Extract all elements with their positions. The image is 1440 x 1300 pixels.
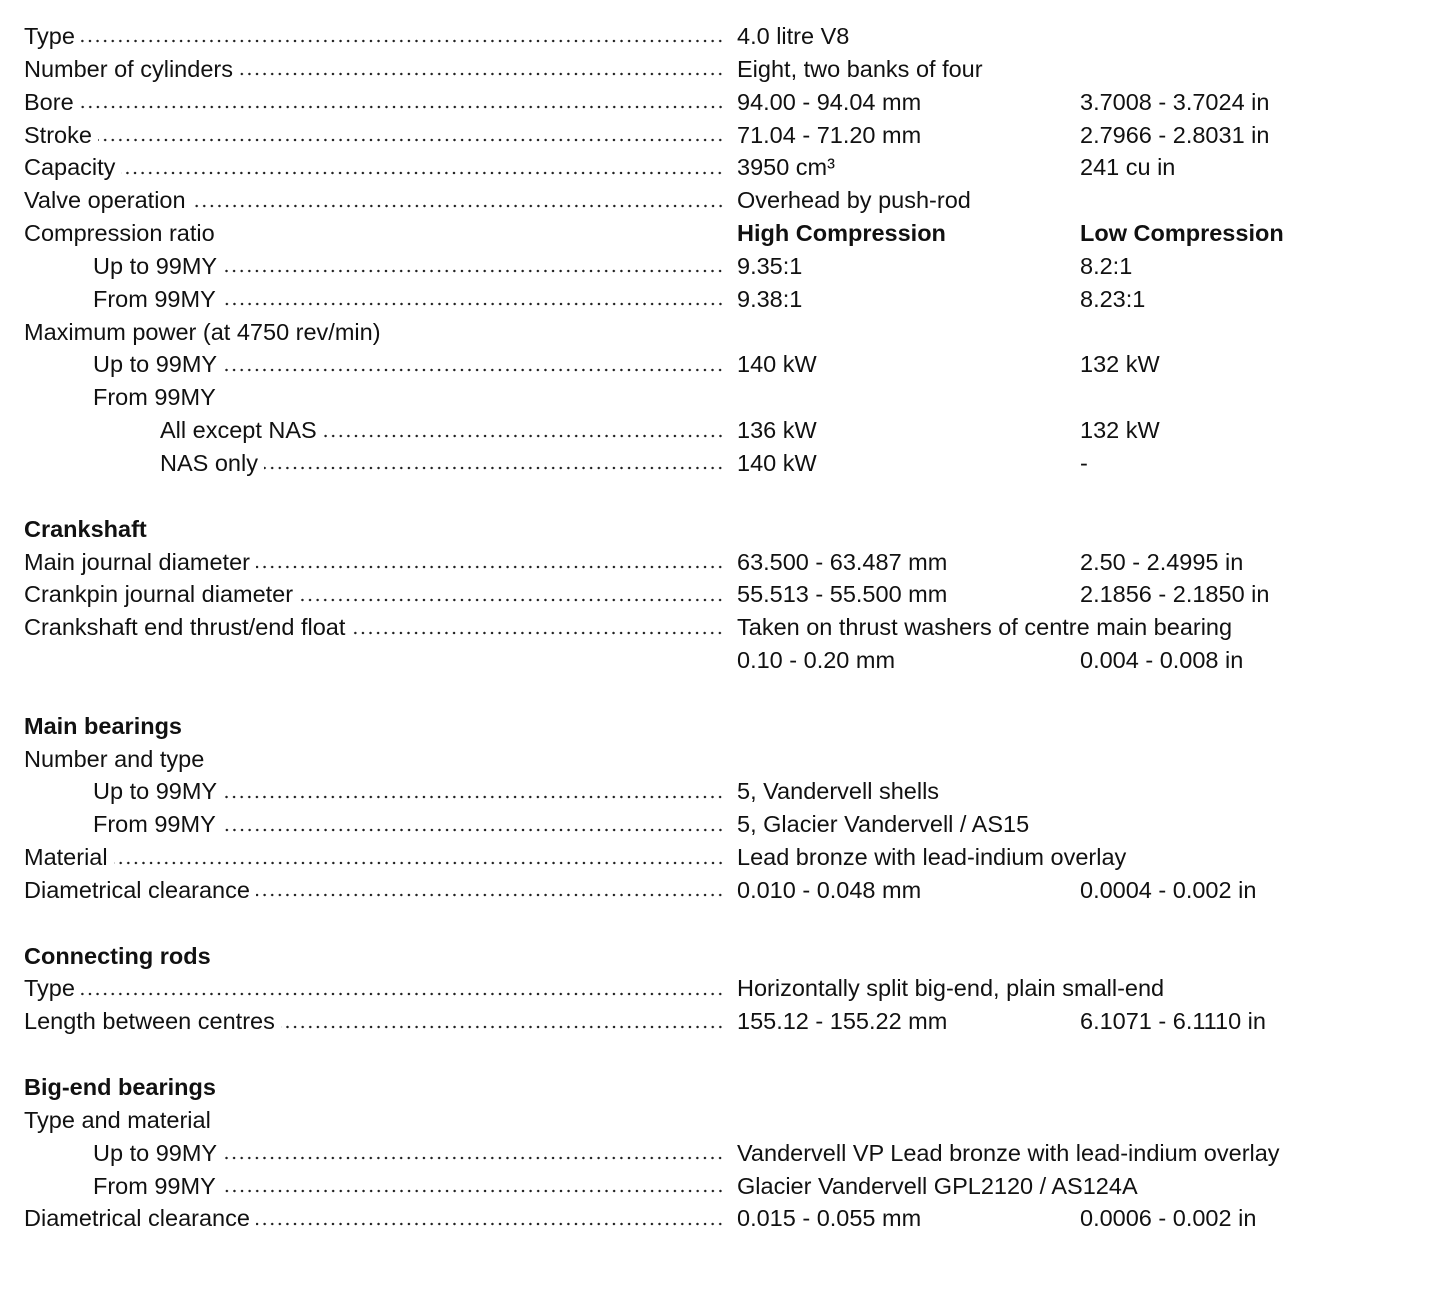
dot-leader: [299, 598, 724, 602]
metric-value: Taken on thrust washers of centre main bearing: [737, 614, 1233, 641]
spec-row: [0, 1005, 1440, 1038]
spec-label-cell: [93, 250, 724, 283]
spec-label-cell: [24, 119, 724, 152]
section-heading-row: [0, 1071, 1440, 1104]
spec-label-cell: [24, 20, 724, 53]
spec-label-cell: [24, 316, 724, 349]
dot-leader: [264, 466, 724, 470]
spec-row: [0, 1104, 1440, 1137]
metric-value: 4.0 litre V8: [737, 23, 850, 49]
spec-label-cell: [24, 1104, 724, 1137]
dot-leader: [256, 893, 724, 897]
dot-leader: [192, 204, 724, 208]
spec-row: [0, 151, 1440, 184]
metric-value: Lead bronze with lead-indium overlay: [737, 844, 1127, 871]
spec-label: Material: [24, 844, 108, 871]
dot-leader: [223, 1156, 724, 1160]
spec-label-cell: [24, 513, 724, 546]
spec-row: [0, 743, 1440, 776]
spec-label: Main journal diameter: [24, 548, 250, 575]
spec-label-cell: [24, 874, 724, 907]
dot-leader: [98, 138, 724, 142]
metric-value: 136 kW: [737, 417, 817, 444]
metric-value: 9.38:1: [737, 285, 803, 312]
spec-label-cell: [24, 940, 724, 973]
imperial-value: 2.1856 - 2.1850 in: [1080, 581, 1270, 608]
metric-value: 0.10 - 0.20 mm: [737, 647, 896, 674]
imperial-value: 132 kW: [1080, 417, 1160, 444]
metric-value: Vandervell VP Lead bronze with lead-indium overlay: [737, 1139, 1280, 1166]
spec-row: [0, 414, 1440, 447]
spec-label: From 99MY: [93, 384, 216, 411]
spec-row: [0, 447, 1440, 480]
spec-row: [0, 217, 1440, 250]
spec-row: [0, 1137, 1440, 1170]
imperial-value: 8.23:1: [1080, 285, 1146, 312]
engine-specification-table: [0, 20, 1440, 1235]
imperial-value: 0.0006 - 0.002 in: [1080, 1205, 1257, 1232]
section-heading: Crankshaft: [24, 515, 147, 542]
spec-label-cell: [24, 184, 724, 217]
metric-value: 5, Glacier Vandervell / AS15: [737, 811, 1030, 838]
spec-row: [0, 775, 1440, 808]
spec-label-cell: [160, 447, 724, 480]
metric-value: 155.12 - 155.22 mm: [737, 1008, 948, 1035]
spec-label: Type: [24, 975, 75, 1002]
spec-row: [0, 381, 1440, 414]
spacer: [0, 1038, 1440, 1071]
metric-value: Glacier Vandervell GPL2120 / AS124A: [737, 1172, 1138, 1199]
spec-label: Compression ratio: [24, 220, 215, 247]
spec-label-cell: [24, 743, 724, 776]
spec-label-cell: [24, 53, 724, 86]
dot-leader: [81, 992, 724, 996]
spec-label: Valve operation: [24, 187, 186, 214]
spec-row: [0, 1202, 1440, 1235]
spec-label-cell: [24, 1202, 724, 1235]
imperial-value: 3.7008 - 3.7024 in: [1080, 88, 1270, 115]
spec-label-cell: [24, 151, 724, 184]
dot-leader: [223, 795, 724, 799]
spec-row: [0, 972, 1440, 1005]
spec-row: [0, 316, 1440, 349]
dot-leader: [114, 861, 724, 865]
spec-label-cell: [93, 1137, 724, 1170]
spec-label-cell: [24, 578, 724, 611]
imperial-value: 0.004 - 0.008 in: [1080, 647, 1244, 674]
spec-row: [0, 184, 1440, 217]
spec-label-cell: [93, 348, 724, 381]
dot-leader: [121, 171, 724, 175]
spec-label: From 99MY: [93, 811, 216, 838]
spec-label: Up to 99MY: [93, 252, 218, 279]
spec-label: Maximum power (at 4750 rev/min): [24, 318, 381, 345]
spec-row: [0, 841, 1440, 874]
section-heading: Main bearings: [24, 712, 183, 739]
spec-label-cell: [93, 1170, 724, 1203]
dot-leader: [222, 828, 724, 832]
section-heading-row: [0, 710, 1440, 743]
spec-label: Up to 99MY: [93, 351, 218, 378]
metric-value: 94.00 - 94.04 mm: [737, 88, 922, 115]
spec-row: [0, 53, 1440, 86]
spec-label-cell: [24, 611, 724, 644]
spacer: [0, 677, 1440, 710]
spec-row: [0, 348, 1440, 381]
spec-label: Type: [24, 23, 75, 49]
dot-leader: [223, 269, 724, 273]
spec-label-cell: [24, 972, 724, 1005]
metric-value: Horizontally split big-end, plain small-end: [737, 975, 1165, 1002]
spec-row: [0, 874, 1440, 907]
spec-label-cell: [24, 217, 724, 250]
spec-row: [0, 546, 1440, 579]
dot-leader: [81, 39, 724, 43]
metric-value: 9.35:1: [737, 252, 803, 279]
spec-row: [0, 250, 1440, 283]
imperial-value: 2.7966 - 2.8031 in: [1080, 121, 1270, 148]
spec-label-cell: [24, 546, 724, 579]
dot-leader: [281, 1025, 724, 1029]
dot-leader: [222, 1189, 724, 1193]
section-heading: Big-end bearings: [24, 1074, 216, 1100]
dot-leader: [351, 631, 724, 635]
spec-label-cell: [24, 86, 724, 119]
spec-label-cell: [93, 283, 724, 316]
spec-label-cell: [93, 381, 724, 414]
metric-value: 140 kW: [737, 351, 817, 378]
spec-label: Stroke: [24, 121, 92, 148]
spec-row: [0, 119, 1440, 152]
spec-row: [0, 86, 1440, 119]
spec-label: From 99MY: [93, 1172, 216, 1199]
imperial-value: 8.2:1: [1080, 252, 1133, 279]
metric-value: High Compression: [737, 220, 946, 247]
spec-label: All except NAS: [160, 417, 317, 444]
metric-value: Overhead by push-rod: [737, 187, 971, 214]
dot-leader: [222, 302, 724, 306]
spec-label-cell: [24, 1071, 724, 1104]
spec-row: [0, 283, 1440, 316]
section-heading: Connecting rods: [24, 942, 211, 969]
spec-label: Diametrical clearance: [24, 876, 250, 903]
metric-value: 3950 cm³: [737, 154, 835, 181]
spec-label-cell: [24, 1005, 724, 1038]
spec-row: [0, 1170, 1440, 1203]
spec-label: Up to 99MY: [93, 1139, 218, 1166]
spec-label-cell: [93, 808, 724, 841]
spec-label-cell: [24, 644, 724, 677]
spec-row: [0, 808, 1440, 841]
imperial-value: 6.1071 - 6.1110 in: [1080, 1008, 1266, 1035]
spec-label: Up to 99MY: [93, 778, 218, 805]
dot-leader: [256, 565, 724, 569]
spec-row: [0, 20, 1440, 53]
metric-value: Eight, two banks of four: [737, 55, 983, 82]
dot-leader: [323, 434, 724, 438]
imperial-value: 0.0004 - 0.002 in: [1080, 876, 1257, 903]
spec-label: Type and material: [24, 1106, 211, 1133]
dot-leader: [80, 105, 724, 109]
imperial-value: 2.50 - 2.4995 in: [1080, 548, 1244, 575]
spec-label: Crankshaft end thrust/end float: [24, 614, 346, 641]
imperial-value: -: [1080, 449, 1088, 476]
imperial-value: 132 kW: [1080, 351, 1160, 378]
dot-leader: [239, 72, 724, 76]
metric-value: 63.500 - 63.487 mm: [737, 548, 948, 575]
spec-label-cell: [24, 841, 724, 874]
metric-value: 0.010 - 0.048 mm: [737, 876, 922, 903]
metric-value: 140 kW: [737, 449, 817, 476]
spec-label-cell: [93, 775, 724, 808]
imperial-value: 241 cu in: [1080, 154, 1176, 181]
spec-row: [0, 644, 1440, 677]
imperial-value: Low Compression: [1080, 220, 1284, 247]
dot-leader: [223, 368, 724, 372]
section-heading-row: [0, 940, 1440, 973]
spec-label-cell: [24, 710, 724, 743]
dot-leader: [256, 1222, 724, 1226]
spec-label: Length between centres: [24, 1008, 275, 1035]
spec-label-cell: [160, 414, 724, 447]
spec-label: Capacity: [24, 154, 116, 181]
spec-label: NAS only: [160, 449, 258, 476]
spacer: [0, 907, 1440, 940]
spec-label: Diametrical clearance: [24, 1205, 250, 1232]
spec-label: Crankpin journal diameter: [24, 581, 294, 608]
metric-value: 5, Vandervell shells: [737, 778, 940, 805]
section-heading-row: [0, 513, 1440, 546]
spec-row: [0, 611, 1440, 644]
spec-label: Number and type: [24, 745, 205, 772]
metric-value: 0.015 - 0.055 mm: [737, 1205, 922, 1232]
spec-label: From 99MY: [93, 285, 216, 312]
spec-row: [0, 578, 1440, 611]
metric-value: 55.513 - 55.500 mm: [737, 581, 948, 608]
metric-value: 71.04 - 71.20 mm: [737, 121, 922, 148]
spec-label: Number of cylinders: [24, 55, 233, 82]
spacer: [0, 480, 1440, 513]
spec-label: Bore: [24, 88, 74, 115]
